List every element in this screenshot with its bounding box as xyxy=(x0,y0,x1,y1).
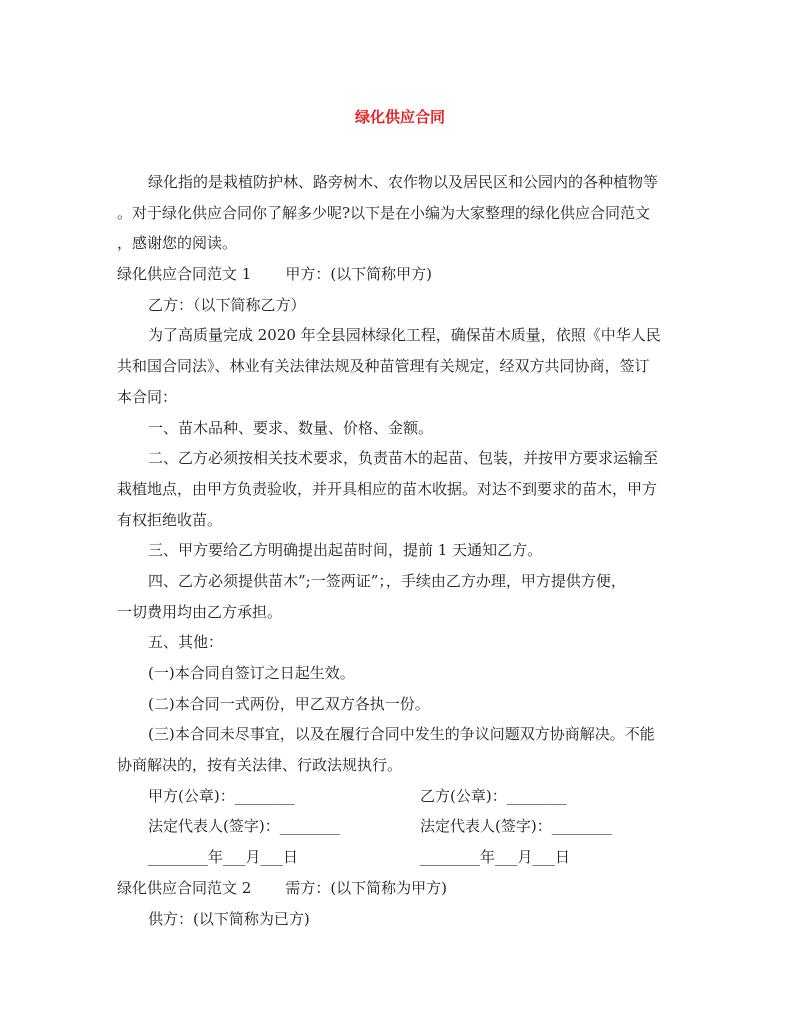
clause-line: (一)本合同自签订之日起生效。 xyxy=(148,664,355,682)
supply-party-label: 供方：(以下简称为已方) xyxy=(148,909,310,928)
clause-line: 一、苗木品种、要求、数量、价格、金额。 xyxy=(148,418,434,437)
party-b-rep: 法定代表人(签字)：________ xyxy=(420,817,612,836)
party-a-rep: 法定代表人(签字)：________ xyxy=(148,817,340,836)
party-b-seal: 乙方(公章)：________ xyxy=(420,786,567,805)
intro-line: ，感谢您的阅读。 xyxy=(117,234,238,253)
clause-line: (三)本合同未尽事宜，以及在履行合同中发生的争议问题双方协商解决。不能 xyxy=(148,725,655,744)
demand-party-label: 需方：(以下简称为甲方) xyxy=(285,878,448,897)
clause-line: 栽植地点，由甲方负责验收，并开具相应的苗木收据。对达不到要求的苗木，甲方 xyxy=(117,479,658,498)
clause-line: 二、乙方必须按相关技术要求，负责苗木的起苗、包装，并按甲方要求运输至 xyxy=(148,449,659,468)
intro-line: 绿化指的是栽植防护林、路旁树木、农作物以及居民区和公园内的各种植物等 xyxy=(148,173,659,191)
sample2-heading: 绿化供应合同范文 2 xyxy=(117,878,252,897)
clause-line: (二)本合同一式两份，甲乙双方各执一份。 xyxy=(148,694,430,713)
party-a-label: 甲方：(以下简称甲方) xyxy=(285,265,433,284)
clause-line: 协商解决的，按有关法律、行政法规执行。 xyxy=(117,756,403,775)
clause-line: 五、其他： xyxy=(148,633,224,652)
document-body xyxy=(117,167,692,934)
sample2-heading-line xyxy=(117,873,692,904)
clause-line: 四、乙方必须提供苗木”;一签两证”；，手续由乙方办理，甲方提供方便， xyxy=(148,571,626,590)
party-b-date: ________年___月___日 xyxy=(420,848,571,867)
clause-line: 本合同： xyxy=(117,387,178,406)
signature-row-rep xyxy=(117,811,692,842)
clause-line: 为了高质量完成 2020 年全县园林绿化工程，确保苗木质量，依照《中华人民 xyxy=(148,326,661,345)
signature-row-date xyxy=(117,842,692,873)
sample1-heading-line xyxy=(117,259,692,290)
intro-line: 。对于绿化供应合同你了解多少呢?以下是在小编为大家整理的绿化供应合同范文 xyxy=(117,203,651,222)
clause-line: 三、甲方要给乙方明确提出起苗时间，提前 1 天通知乙方。 xyxy=(148,541,543,560)
document-title: 绿化供应合同 xyxy=(354,108,445,126)
party-a-seal: 甲方(公章)：________ xyxy=(148,786,295,805)
clause-line: 一切费用均由乙方承担。 xyxy=(117,602,283,621)
clause-line: 共和国合同法》、林业有关法律法规及种苗管理有关规定，经双方共同协商，签订 xyxy=(117,357,650,376)
sample1-heading: 绿化供应合同范文 1 xyxy=(117,265,252,284)
signature-row-seal xyxy=(117,781,692,812)
clause-line: 有权拒绝收苗。 xyxy=(117,510,223,529)
party-b-label: 乙方：（以下简称乙方） xyxy=(148,295,306,314)
party-a-date: ________年___月___日 xyxy=(148,848,299,867)
